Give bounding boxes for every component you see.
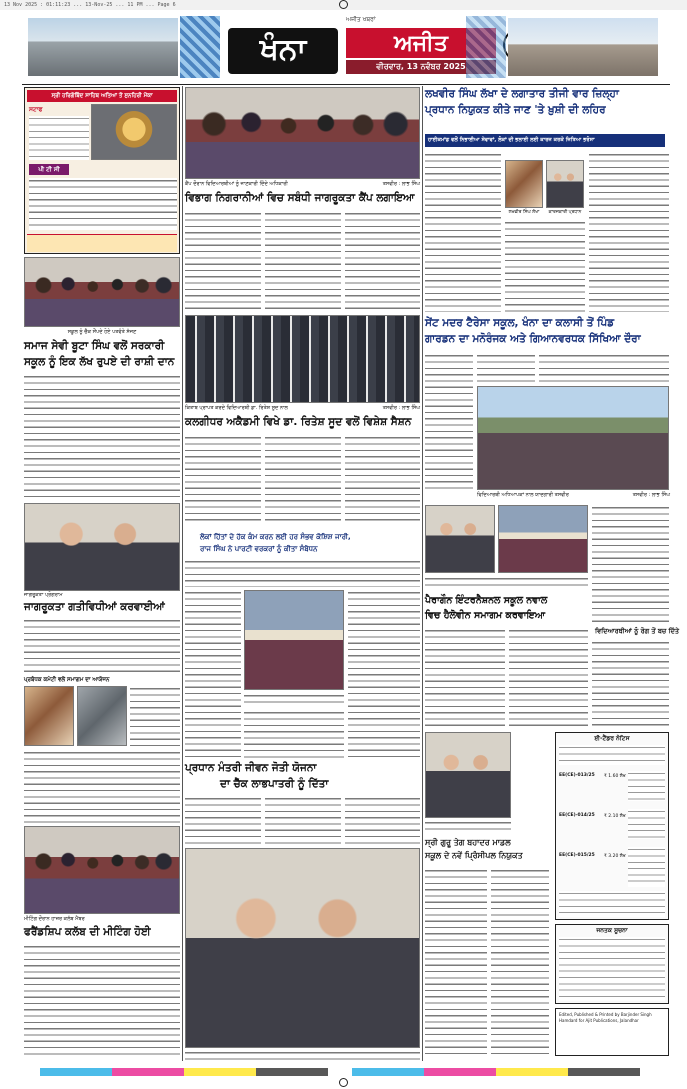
club-meeting-headline: ਫਰੈਂਡਸ਼ਿਪ ਕਲੱਬ ਦੀ ਮੀਟਿੰਗ ਹੋਈ [24, 926, 151, 938]
saint-school-photo [477, 386, 669, 490]
imprint-text: Edited, Published & Printed by Barjinder Singh Hamdard for Ajit Publications, Jalandhar [559, 1012, 652, 1023]
color-bar [40, 1068, 640, 1076]
academy-byline: ਤਸਵੀਰ : ਲਾਭ ਸਿੰਘ [382, 405, 420, 411]
jagrukta-headline: ਜਾਗਰੂਕਤਾ ਗਤੀਵਿਧੀਆਂ ਕਰਵਾਈਆਂ [24, 601, 165, 613]
print-strip: 13 Nov 2025 : 01:11:23 ... 13-Nov-25 ... 11 PM ... Page 6 [0, 0, 687, 10]
academy-body-col2 [265, 435, 341, 521]
public-notice [555, 924, 669, 1004]
pm-scheme-caption-block [185, 1050, 420, 1064]
jagrukta-body-1 [24, 618, 180, 674]
pm-scheme-body-col1 [185, 796, 261, 844]
ad-badge: ਪੀ ਟੀ ਸੀ [29, 164, 69, 175]
ad-contact-strip [27, 234, 177, 252]
club-meeting-photo [24, 826, 180, 914]
pm-scheme-headline-2: ਦਾ ਚੈੱਕ ਲਾਭਪਾਤਰੀ ਨੂੰ ਦਿੱਤਾ [220, 778, 329, 790]
lead-headline-2: ਪ੍ਰਧਾਨ ਨਿਯੁਕਤ ਕੀਤੇ ਜਾਣ 'ਤੇ ਖ਼ੁਸ਼ੀ ਦੀ ਲਹਿਰ [425, 104, 606, 116]
registration-mark-bottom-icon [339, 1078, 348, 1087]
social-worker-photo [24, 257, 180, 327]
tender-intro [559, 745, 665, 765]
center-text-col-c [348, 590, 420, 758]
tender-row-1-code: EE(CE)-013/25 [559, 773, 595, 778]
camp-headline: ਵਿਭਾਗ ਨਿਗਰਾਨੀਆਂ ਵਿਚ ਸਬੰਧੀ ਜਾਗਰੂਕਤਾ ਕੈਂਪ ਲਗਾਇਆ [185, 192, 415, 204]
academy-group-photo [185, 315, 420, 403]
ad-label: ਸਟਾਫ [29, 106, 43, 113]
tender-row-1-desc [628, 771, 665, 801]
camp-photo [185, 87, 420, 179]
academy-caption: ਕਿਤਾਬ ਪ੍ਰਾਪਤ ਕਰਦੇ ਵਿਦਿਆਰਥੀ ਡਾ. ਰਿਤੇਸ਼ ਸੂਦ ਨਾਲ [185, 405, 288, 411]
jagrukta-portrait-1 [24, 686, 74, 746]
tender-row-2-desc [628, 809, 665, 839]
masthead-paper-name: ਅਜੀਤ [346, 28, 496, 58]
masthead-date: ਵੀਰਵਾਰ, 13 ਨਵੰਬਰ 2025 [346, 60, 496, 74]
camp-body-col1 [185, 211, 261, 311]
jagrukta-photo [24, 503, 180, 591]
teg-bahadur-body-col1 [425, 868, 487, 1054]
pargeen-photo [425, 505, 495, 573]
jagrukta-portrait-2 [77, 686, 127, 746]
lead-portrait-1 [505, 160, 543, 208]
club-meeting-body [24, 944, 180, 1056]
masthead [28, 12, 658, 82]
farm-quote-body [185, 559, 420, 587]
jagrukta-body-2 [130, 686, 180, 746]
saint-school-byline: ਤਸਵੀਰ : ਲਾਭ ਸਿੰਘ [632, 492, 670, 498]
pm-scheme-photo [185, 848, 420, 1048]
tender-row-3-desc [628, 847, 665, 887]
saint-school-body-col3 [539, 353, 669, 383]
event-photo [244, 590, 344, 690]
tender-row-3-code: EE(CE)-015/25 [559, 853, 595, 858]
masthead-city: ਖੰਨਾ [228, 28, 338, 74]
teg-bahadur-headline-2: ਸਕੂਲ ਦੇ ਨਵੇਂ ਪ੍ਰਿੰਸੀਪਲ ਨਿਯੁਕਤ [425, 851, 523, 860]
lead-portrait-caption-1: ਲਖਵੀਰ ਸਿੰਘ ਲੱਖਾ [508, 210, 540, 215]
pargeen-caption-block [425, 576, 588, 590]
public-notice-body [559, 937, 665, 1001]
masthead-pattern-left [180, 16, 220, 78]
center-text-col-a [185, 590, 241, 758]
social-worker-body [24, 374, 180, 500]
masthead-rule [22, 84, 670, 85]
pargeen-photo-2 [498, 505, 588, 573]
tender-row-3-amount: ₹ 3.20 ਲੱਖ [604, 854, 626, 859]
saint-school-headline-2: ਗਾਰਡਨ ਦਾ ਮਨੋਰੰਜਕ ਅਤੇ ਗਿਆਨਵਰਧਕ ਸਿੱਖਿਆ ਦੌਰਾ [425, 333, 641, 345]
lead-body-col3 [589, 152, 669, 312]
masthead-photo-left [28, 18, 178, 76]
pargeen-body-col1 [425, 628, 505, 728]
pargeen-body-col2 [509, 628, 588, 728]
social-worker-caption: ਸਕੂਲ ਨੂੰ ਚੈੱਕ ਸੌਂਪਦੇ ਹੋਏ ਪਤਵੰਤੇ ਸੱਜਣ [67, 329, 137, 335]
center-text-col-b [244, 710, 344, 758]
camp-byline: ਤਸਵੀਰ : ਲਾਭ ਸਿੰਘ [382, 181, 420, 187]
social-worker-headline-1: ਸਮਾਜ ਸੇਵੀ ਬੂਟਾ ਸਿੰਘ ਵਲੋਂ ਸਰਕਾਰੀ [24, 340, 165, 352]
saint-school-headline-1: ਸੇਂਟ ਮਦਰ ਟੈਰੇਸਾ ਸਕੂਲ, ਖੰਨਾ ਦਾ ਕਲਾਸੀ ਤੋਂ ਪਿੰਡ [425, 317, 615, 329]
students-headline: ਵਿਦਿਆਰਥੀਆਂ ਨੂੰ ਰੋਗ ਤੋਂ ਬਚ ਦਿੱਤੇ [595, 627, 680, 635]
club-meeting-caption: ਮੀਟਿੰਗ ਦੌਰਾਨ ਹਾਜ਼ਰ ਕਲੱਬ ਮੈਂਬਰ [24, 916, 85, 922]
academy-headline: ਕਲਗੀਧਰ ਅਕੈਡਮੀ ਵਿਖੇ ਡਾ. ਰਿਤੇਸ਼ ਸੂਦ ਵਲੋਂ ਵਿਸ਼ੇਸ਼ ਸੈਸ਼ਨ [185, 416, 412, 428]
column-rule-1 [182, 86, 183, 1061]
lead-body-col1 [425, 152, 501, 312]
tender-row-2-amount: ₹ 2.10 ਲੱਖ [604, 814, 626, 819]
pargeen-headline-2: ਵਿਚ ਹੈਲੋਵੀਨ ਸਮਾਗਮ ਕਰਵਾਇਆ [425, 610, 546, 621]
lead-portrait-caption-2: ਕਾਰਜਕਾਰੀ ਪ੍ਰਧਾਨ [548, 210, 582, 215]
masthead-pattern-right [466, 16, 506, 78]
farm-quote-headline-2: ਰਾਜ ਸਿੰਘ ਨੇ ਪਾਰਟੀ ਵਰਕਰਾਂ ਨੂੰ ਕੀਤਾ ਸੰਬੋਧਨ [200, 545, 318, 553]
teg-bahadur-photo [425, 732, 511, 818]
tender-row-2-code: EE(CE)-014/25 [559, 813, 595, 818]
lead-body-col2 [505, 220, 585, 312]
saint-school-body-col2 [477, 353, 535, 383]
students-body [592, 640, 669, 728]
saint-school-body-col1 [425, 353, 473, 493]
camp-body-col2 [265, 211, 341, 311]
lead-subhead: ਹਾਈਕਮਾਂਡ ਵਲੋਂ ਨਿਭਾਈਆ ਸੇਵਾਵਾਂ, ਲੋਕਾਂ ਦੀ ਭਲਾਈ ਲਈ ਕਾਰਜ ਕਰਕੇ ਜਿਤਿਆ ਭਰੋਸਾ [425, 134, 665, 147]
pargeen-headline-1: ਪੈਰਾਗੌਨ ਇੰਟਰਨੈਸ਼ਨਲ ਸਕੂਲ ਨਵਾਲ [425, 595, 548, 606]
lead-headline-1: ਲਖਵੀਰ ਸਿੰਘ ਲੱਖਾ ਦੇ ਲਗਾਤਾਰ ਤੀਜੀ ਵਾਰ ਜ਼ਿਲ੍ਹਾ [425, 88, 619, 100]
ad-photo [91, 104, 177, 160]
pm-scheme-headline-1: ਪ੍ਰਧਾਨ ਮੰਤਰੀ ਜੀਵਨ ਜੋਤੀ ਯੋਜਨਾ [185, 762, 317, 774]
social-worker-headline-2: ਸਕੂਲ ਨੂੰ ਇਕ ਲੱਖ ਰੁਪਏ ਦੀ ਰਾਸ਼ੀ ਦਾਨ [24, 356, 175, 368]
ad-text-block [29, 116, 89, 160]
jagrukta-body-3 [24, 750, 180, 824]
right-col-text-a [592, 505, 669, 623]
tender-row-1-amount: ₹ 1.60 ਲੱਖ [604, 774, 626, 779]
teg-bahadur-photo-caption [425, 820, 511, 834]
camp-caption: ਕੈਂਪ ਦੌਰਾਨ ਵਿਦਿਆਰਥੀਆਂ ਨੂੰ ਜਾਣਕਾਰੀ ਦਿੰਦੇ ਅਧਿਕਾਰੀ [185, 181, 288, 187]
academy-body-col3 [345, 435, 420, 521]
public-notice-title: ਜਨਤਕ ਸੂਚਨਾ [596, 927, 628, 934]
tender-notice [555, 732, 669, 920]
pm-scheme-body-col2 [265, 796, 341, 844]
tender-title: ਈ-ਟੈਂਡਰ ਨੋਟਿਸ [594, 735, 630, 742]
academy-body-col1 [185, 435, 261, 521]
masthead-photo-right [508, 18, 658, 76]
pm-scheme-body-col3 [345, 796, 420, 844]
ad-body-text [29, 178, 177, 230]
imprint-box [555, 1008, 669, 1056]
jagrukta-caption: ਜਾਗਰੂਕਤਾ ਪ੍ਰੋਗਰਾਮ [24, 592, 63, 598]
event-caption-block [244, 693, 344, 707]
registration-mark-icon [339, 0, 348, 9]
teg-bahadur-headline-1: ਸ੍ਰੀ ਗੁਰੂ ਤੇਗ ਬਹਾਦਰ ਮਾਡਲ [425, 838, 511, 847]
masthead-tag: ਅਜੀਤ ਖਬਰਾਂ [346, 16, 376, 23]
teg-bahadur-body-col2 [491, 868, 549, 1054]
jagrukta-subhead: ਪ੍ਰਬੰਧਕ ਕਮੇਟੀ ਵਲੋਂ ਸਮਾਗਮ ਦਾ ਆਯੋਜਨ [24, 677, 110, 683]
tender-footer-text [559, 891, 665, 917]
saint-school-caption: ਵਿਦਿਆਰਥੀ ਅਧਿਆਪਕਾਂ ਨਾਲ ਯਾਦਗਾਰੀ ਤਸਵੀਰ [477, 492, 569, 498]
camp-body-col3 [345, 211, 420, 311]
ad-header: ਸ੍ਰੀ ਹਰਿਗੋਬਿੰਦ ਸਾਹਿਬ ਅਤਿਆਂ ਤੋਂ ਸੁਨਹਿਰੀ ਮੌਕਾ [27, 90, 177, 102]
lead-portrait-2 [546, 160, 584, 208]
ad-top-left [24, 87, 180, 254]
column-rule-2 [422, 86, 423, 1061]
farm-quote-headline-1: ਲੋਕਾਂ ਹਿੱਤਾਂ ਦੇ ਹੱਕ ਕੰਮ ਕਰਨ ਲਈ ਹਰ ਸੰਭਵ ਕੋਸ਼ਿਸ਼ ਜਾਰੀ, [200, 533, 351, 541]
